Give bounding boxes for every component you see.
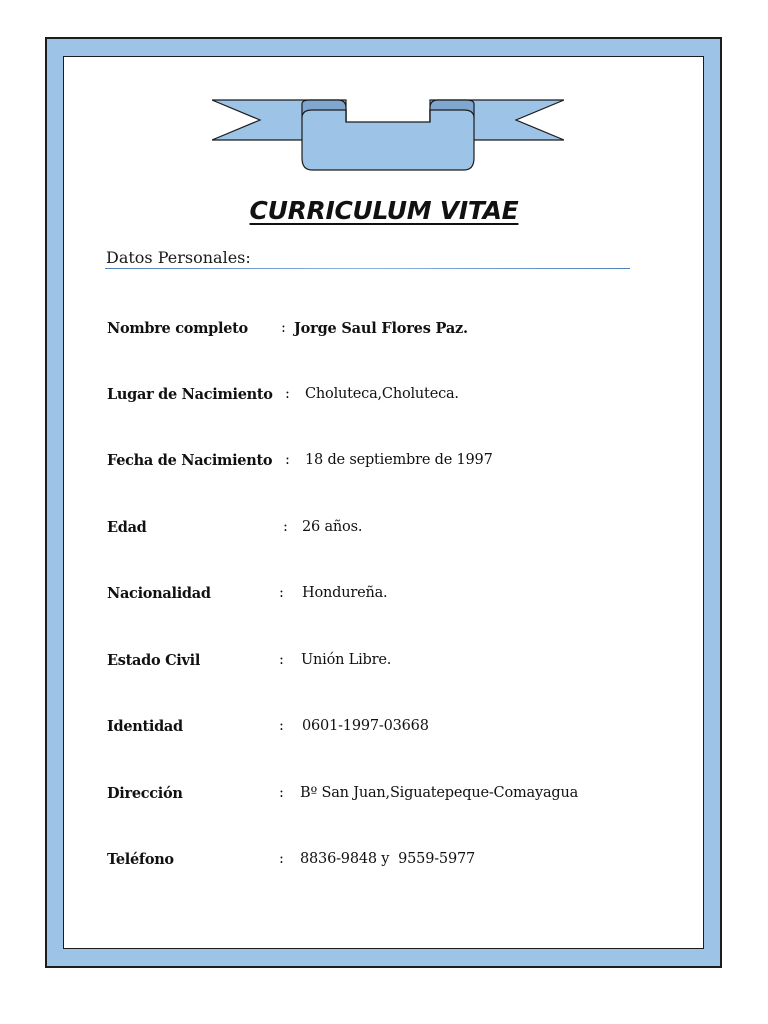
field-label: Nombre completo [107, 320, 248, 337]
field-row-identidad [107, 718, 667, 740]
field-separator: : [283, 519, 288, 535]
field-value: Bº San Juan,Siguatepeque-Comayagua [300, 785, 579, 801]
ribbon-banner-icon [212, 96, 564, 172]
field-label: Estado Civil [107, 652, 201, 669]
section-heading: Datos Personales: [106, 248, 251, 267]
field-separator: : [279, 785, 284, 801]
field-separator: : [281, 320, 286, 336]
field-label: Nacionalidad [107, 585, 211, 602]
field-label: Lugar de Nacimiento [107, 386, 273, 403]
field-row-telefono [107, 851, 667, 873]
field-value: 18 de septiembre de 1997 [305, 452, 493, 468]
field-separator: : [279, 585, 284, 601]
document-title: CURRICULUM VITAE [249, 196, 519, 225]
field-value: Unión Libre. [301, 652, 392, 668]
field-value: Jorge Saul Flores Paz. [294, 320, 468, 337]
field-separator: : [279, 718, 284, 734]
field-value: Choluteca,Choluteca. [305, 386, 459, 402]
field-label: Fecha de Nacimiento [107, 452, 273, 469]
page-content-area [63, 56, 704, 949]
field-row-lugar [107, 386, 667, 408]
field-label: Edad [107, 519, 147, 536]
field-label: Dirección [107, 785, 183, 802]
field-separator: : [285, 452, 290, 468]
field-row-fecha [107, 452, 667, 474]
field-row-edad [107, 519, 667, 541]
field-row-estado-civil [107, 652, 667, 674]
field-value: Hondureña. [302, 585, 388, 601]
field-value: 8836-9848 y 9559-5977 [300, 851, 476, 867]
field-label: Identidad [107, 718, 183, 735]
field-separator: : [279, 851, 284, 867]
field-row-direccion [107, 785, 667, 807]
section-divider [105, 268, 630, 269]
field-value: 0601-1997-03668 [302, 718, 429, 734]
field-row-nombre [107, 320, 667, 342]
field-row-nacionalidad [107, 585, 667, 607]
field-label: Teléfono [107, 851, 174, 868]
field-separator: : [279, 652, 284, 668]
field-value: 26 años. [302, 519, 363, 535]
field-separator: : [285, 386, 290, 402]
